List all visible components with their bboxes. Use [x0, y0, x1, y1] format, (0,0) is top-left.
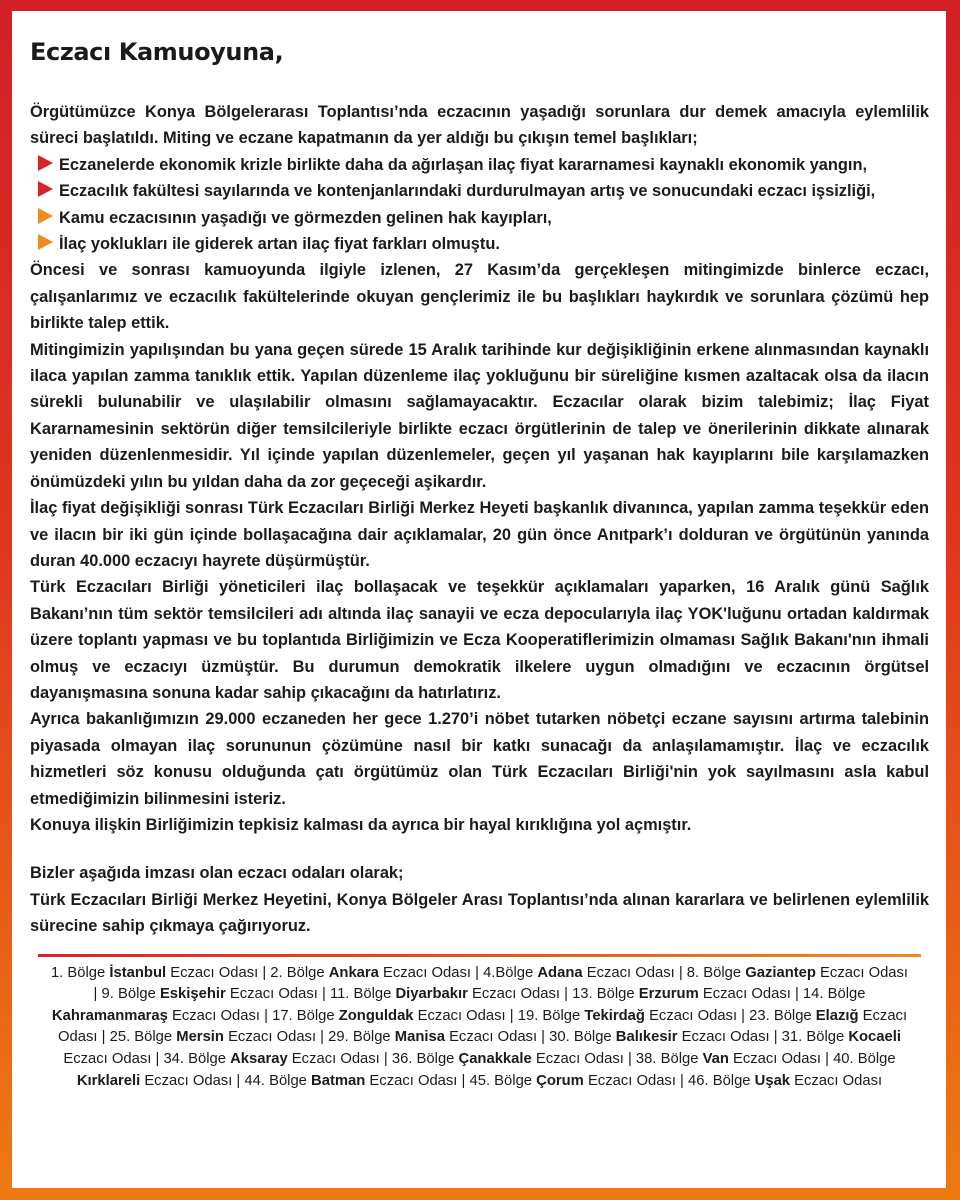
- closing-line-1: Bizler aşağıda imzası olan eczacı odaları olarak;: [30, 864, 404, 883]
- signatory-suffix: Eczacı Odası: [166, 964, 259, 981]
- closing-line-2: Türk Eczacıları Birliği Merkez Heyetini, Konya Bölgeler Arası Toplantısı’nda alınan kararlara ve belirlenen eylemlilik sürecine sahip çıkmaya çağırıyoruz.: [30, 890, 929, 936]
- separator: |: [674, 964, 687, 981]
- signatory-suffix: Eczacı Odası: [167, 1007, 261, 1024]
- signatory-suffix: Eczacı Odası: [467, 986, 560, 1003]
- signatory-item: [392, 1051, 628, 1067]
- signatory-suffix: Eczacı Odası: [790, 1072, 883, 1089]
- signatory-item: [244, 1073, 457, 1089]
- divider-rule: [38, 954, 921, 957]
- signatory-region: 23. Bölge: [749, 1007, 816, 1024]
- separator: |: [260, 1007, 273, 1024]
- letter-body: [30, 99, 929, 940]
- signatory-item: [687, 965, 908, 981]
- signatory-suffix: Eczacı Odası: [698, 986, 791, 1003]
- signatory-region: 13. Bölge: [572, 986, 639, 1003]
- separator: |: [471, 964, 484, 981]
- separator: |: [379, 1050, 392, 1067]
- signatory-suffix: Eczacı Odası: [225, 986, 318, 1003]
- separator: |: [151, 1050, 164, 1067]
- signatory-suffix: Eczacı Odası: [677, 1029, 770, 1046]
- signatory-item: [518, 1008, 737, 1024]
- signatory-city: Manisa: [394, 1029, 445, 1046]
- bullet-item: [30, 152, 929, 178]
- separator: |: [627, 1050, 636, 1067]
- signatory-region: 19. Bölge: [517, 1007, 585, 1024]
- separator: |: [790, 986, 803, 1003]
- signatory-region: 31. Bölge: [781, 1029, 849, 1046]
- signatory-region: 8. Bölge: [686, 964, 746, 981]
- signatory-item: [572, 986, 791, 1002]
- bullet-item: [30, 178, 929, 204]
- signatory-city: Çorum: [536, 1072, 584, 1089]
- signatory-city: Mersin: [176, 1029, 224, 1046]
- separator: |: [97, 1029, 110, 1046]
- signatory-suffix: Eczacı Odası: [531, 1050, 628, 1067]
- body-paragraph: İlaç fiyat değişikliği sonrası Türk Eczacıları Birliği Merkez Heyeti başkanlık divanınca, yapılan zamma teşekkür eden ve ilacın bir iki gün içinde bollaşacağına dair açıklamalar, 20 gün önce Anıtpark’ı dolduran ve örgütünün yanında duran 40.000 eczacıyı hayrete düşürmüştür.: [30, 499, 929, 570]
- bullet-text: İlaç yoklukları ile giderek artan ilaç fiyat farkları olmuştu.: [59, 235, 500, 254]
- page-title: Eczacı Kamuoyuna,: [30, 38, 284, 66]
- signatory-region: 30. Bölge: [549, 1029, 616, 1046]
- signatory-item: [272, 1008, 506, 1024]
- body-paragraph: Öncesi ve sonrası kamuoyunda ilgiyle izlenen, 27 Kasım’da gerçekleşen mitingimizde binlerce eczacı, çalışanlarımız ve eczacılık fakültelerinde okuyan gençlerimiz ile bu başlıkları haykırdık ve sorunlara çözümü hep birlikte talep ettik.: [30, 261, 929, 333]
- spacer: [30, 838, 929, 860]
- separator: |: [559, 986, 573, 1003]
- signatory-suffix: Eczacı Odası: [644, 1007, 738, 1024]
- signatory-item: [163, 1051, 379, 1067]
- bullet-text: Eczanelerde ekonomik krizle birlikte daha da ağırlaşan ilaç fiyat kararnamesi kaynaklı ekonomik yangın,: [59, 155, 868, 174]
- signatory-suffix: Eczacı Odası: [378, 964, 471, 981]
- signatory-region: 2. Bölge: [270, 964, 329, 981]
- triangle-bullet-icon: [38, 181, 53, 197]
- signatory-city: Aksaray: [230, 1050, 288, 1067]
- signatory-region: 45. Bölge: [469, 1072, 537, 1089]
- intro-paragraph: Örgütümüzce Konya Bölgelerarası Toplantısı’nda eczacının yaşadığı sorunlara dur demek amacıyla eylemlilik süreci başlatıldı. Miting ve eczane kapatmanın da yer aldığı bu çıkışın temel başlıkları;: [30, 103, 929, 148]
- signatory-item: [483, 965, 675, 981]
- bullet-item: [30, 205, 929, 231]
- signatory-city: Kırklareli: [76, 1072, 141, 1089]
- signatory-city: Diyarbakır: [395, 986, 468, 1003]
- bullet-text: Eczacılık fakültesi sayılarında ve kontenjanlarındaki durdurulmayan artış ve sonucundaki eczacı işsizliği,: [59, 182, 876, 201]
- signatory-item: [330, 986, 560, 1002]
- signatory-city: Kocaeli: [848, 1029, 901, 1046]
- separator: |: [457, 1072, 470, 1089]
- signatory-city: Balıkesir: [615, 1029, 678, 1046]
- triangle-bullet-icon: [38, 155, 53, 171]
- signatory-city: Adana: [537, 964, 583, 981]
- bullet-item: [30, 231, 929, 257]
- body-paragraph: Ayrıca bakanlığımızın 29.000 eczaneden her gece 1.270’i nöbet tutarken nöbetçi eczane sayısını artırma talebinin piyasada olmayan ilaç sorununun çözümüne nasıl bir katkı sunacağı da anlaşılamamıştır. İlaç ve eczacılık hizmetleri söz konusu olduğunda çatı örgütümüz olan Türk Eczacıları Birliği'nin yok sayılmasını asla kabul etmediğimizin bilinmesini isteriz.: [30, 710, 929, 808]
- signatory-suffix: Eczacı Odası: [140, 1072, 233, 1089]
- body-paragraph: Türk Eczacıları Birliği yöneticileri ilaç bollaşacak ve teşekkür açıklamaları yaparken, 16 Aralık günü Sağlık Bakanı’nın tüm sektör temsilcileri adı altında ilaç sanayii ve ecza depocularıyla ilaç YOK'luğunu ortadan kaldırmak üzere toplantı yapması ve bu toplantıda Birliğimizin ve Ecza Kooperatiflerimizin olmaması Sağlık Bakanı'nın ihmali olmuş ve eczacıyı üzmüştür. Bu durumun demokratik ilkelere uygun olmadığını ve eczacının örgütsel dayanışmasına sonuna kadar sahip çıkacağını da hatırlatırız.: [30, 578, 929, 702]
- body-paragraph: Mitingimizin yapılışından bu yana geçen sürede 15 Aralık tarihinde kur değişikliğinin erkene alınmasından kaynaklı ilaca yapılan zamma tanıklık ettik. Yapılan düzenleme ilaç yokluğunu bir süreliğine kısmen azaltacak olsa da ilacın sürekli bulunabilir ve ulaşılabilir olmasını sağlamayacaktır. Eczacılar olarak bizim talebimiz; İlaç Fiyat Kararnamesinin sektörün diğer temsilcileriyle birlikte eczacı örgütlerinin de talep ve önerilerinin dikkate alınarak yeniden düzenlenmesidir. Yıl içinde yapılan düzenlemeler, geçen yıl yaşanan hak kayıplarını bile karşılamazken önümüzdeki yılın bu yıldan daha da zor geçeceği aşikardır.: [30, 340, 929, 491]
- paragraph-group: [30, 257, 929, 838]
- document-card: [12, 11, 946, 1188]
- bullet-list: [30, 152, 929, 258]
- signatory-city: İstanbul: [109, 964, 167, 981]
- signatory-suffix: Eczacı Odası: [444, 1029, 538, 1046]
- signatory-item: [328, 1029, 537, 1045]
- signatory-region: 14. Bölge: [802, 986, 866, 1003]
- signatory-suffix: Eczacı Odası: [223, 1029, 321, 1046]
- separator: |: [232, 1072, 245, 1089]
- signatory-suffix: Eczacı Odası: [413, 1007, 506, 1024]
- signatory-item: [636, 1051, 821, 1067]
- signatory-region: 44. Bölge: [244, 1072, 312, 1089]
- triangle-bullet-icon: [38, 208, 53, 224]
- signatories-list: [30, 963, 929, 1093]
- separator: |: [258, 964, 271, 981]
- signatory-region: 34. Bölge: [163, 1050, 231, 1067]
- signatory-city: Gaziantep: [745, 964, 816, 981]
- signatory-city: Çanakkale: [458, 1050, 532, 1067]
- signatory-city: Van: [702, 1050, 729, 1067]
- signatory-city: Erzurum: [638, 986, 699, 1003]
- signatory-region: 29. Bölge: [328, 1029, 395, 1046]
- triangle-bullet-icon: [38, 234, 53, 250]
- separator: |: [737, 1007, 750, 1024]
- body-paragraph: Konuya ilişkin Birliğimizin tepkisiz kalması da ayrıca bir hayal kırıklığına yol açmıştır.: [30, 815, 692, 834]
- signatory-city: Batman: [311, 1072, 366, 1089]
- signatory-city: Uşak: [754, 1072, 791, 1089]
- signatory-region: 4.Bölge: [483, 964, 538, 981]
- signatory-suffix: Eczacı Odası: [728, 1050, 821, 1067]
- signatory-item: [470, 1073, 676, 1089]
- separator: |: [769, 1029, 782, 1046]
- signatory-region: 36. Bölge: [391, 1050, 459, 1067]
- signatory-item: [51, 965, 258, 981]
- separator: |: [93, 986, 102, 1003]
- signatory-city: Kahramanmaraş: [51, 1007, 168, 1024]
- signatory-suffix: Eczacı Odası: [287, 1050, 380, 1067]
- signatory-region: 46. Bölge: [688, 1072, 755, 1089]
- signatory-region: 17. Bölge: [272, 1007, 339, 1024]
- signatory-city: Ankara: [328, 964, 379, 981]
- signatory-region: 25. Bölge: [109, 1029, 177, 1046]
- signatory-region: 9. Bölge: [101, 986, 160, 1003]
- signatory-city: Tekirdağ: [584, 1007, 645, 1024]
- separator: |: [320, 1029, 329, 1046]
- signatory-region: 11. Bölge: [329, 986, 396, 1003]
- signatory-region: 1. Bölge: [50, 964, 110, 981]
- signatory-city: Elazığ: [815, 1007, 859, 1024]
- signatory-suffix: Eczacı Odası: [583, 1072, 676, 1089]
- signatory-item: [110, 1029, 321, 1045]
- signatory-suffix: Eczacı Odası: [63, 1050, 152, 1067]
- bullet-text: Kamu eczacısının yaşadığı ve görmezden gelinen hak kayıpları,: [59, 208, 552, 227]
- signatory-suffix: Eczacı Odası: [365, 1072, 458, 1089]
- signatory-item: [102, 986, 318, 1002]
- signatory-item: [270, 965, 471, 981]
- separator: |: [675, 1072, 689, 1089]
- signatory-city: Zonguldak: [338, 1007, 414, 1024]
- separator: |: [505, 1007, 518, 1024]
- signatory-item: [688, 1073, 882, 1089]
- separator: |: [317, 986, 330, 1003]
- signatory-region: 40. Bölge: [833, 1050, 896, 1067]
- signatory-item: [549, 1029, 769, 1045]
- signatory-suffix: Eczacı Odası: [58, 1007, 908, 1046]
- signatory-city: Eskişehir: [159, 986, 226, 1003]
- signatory-suffix: Eczacı Odası: [582, 964, 675, 981]
- separator: |: [537, 1029, 550, 1046]
- signatory-region: 38. Bölge: [635, 1050, 703, 1067]
- separator: |: [821, 1050, 834, 1067]
- signatory-suffix: Eczacı Odası: [815, 964, 909, 981]
